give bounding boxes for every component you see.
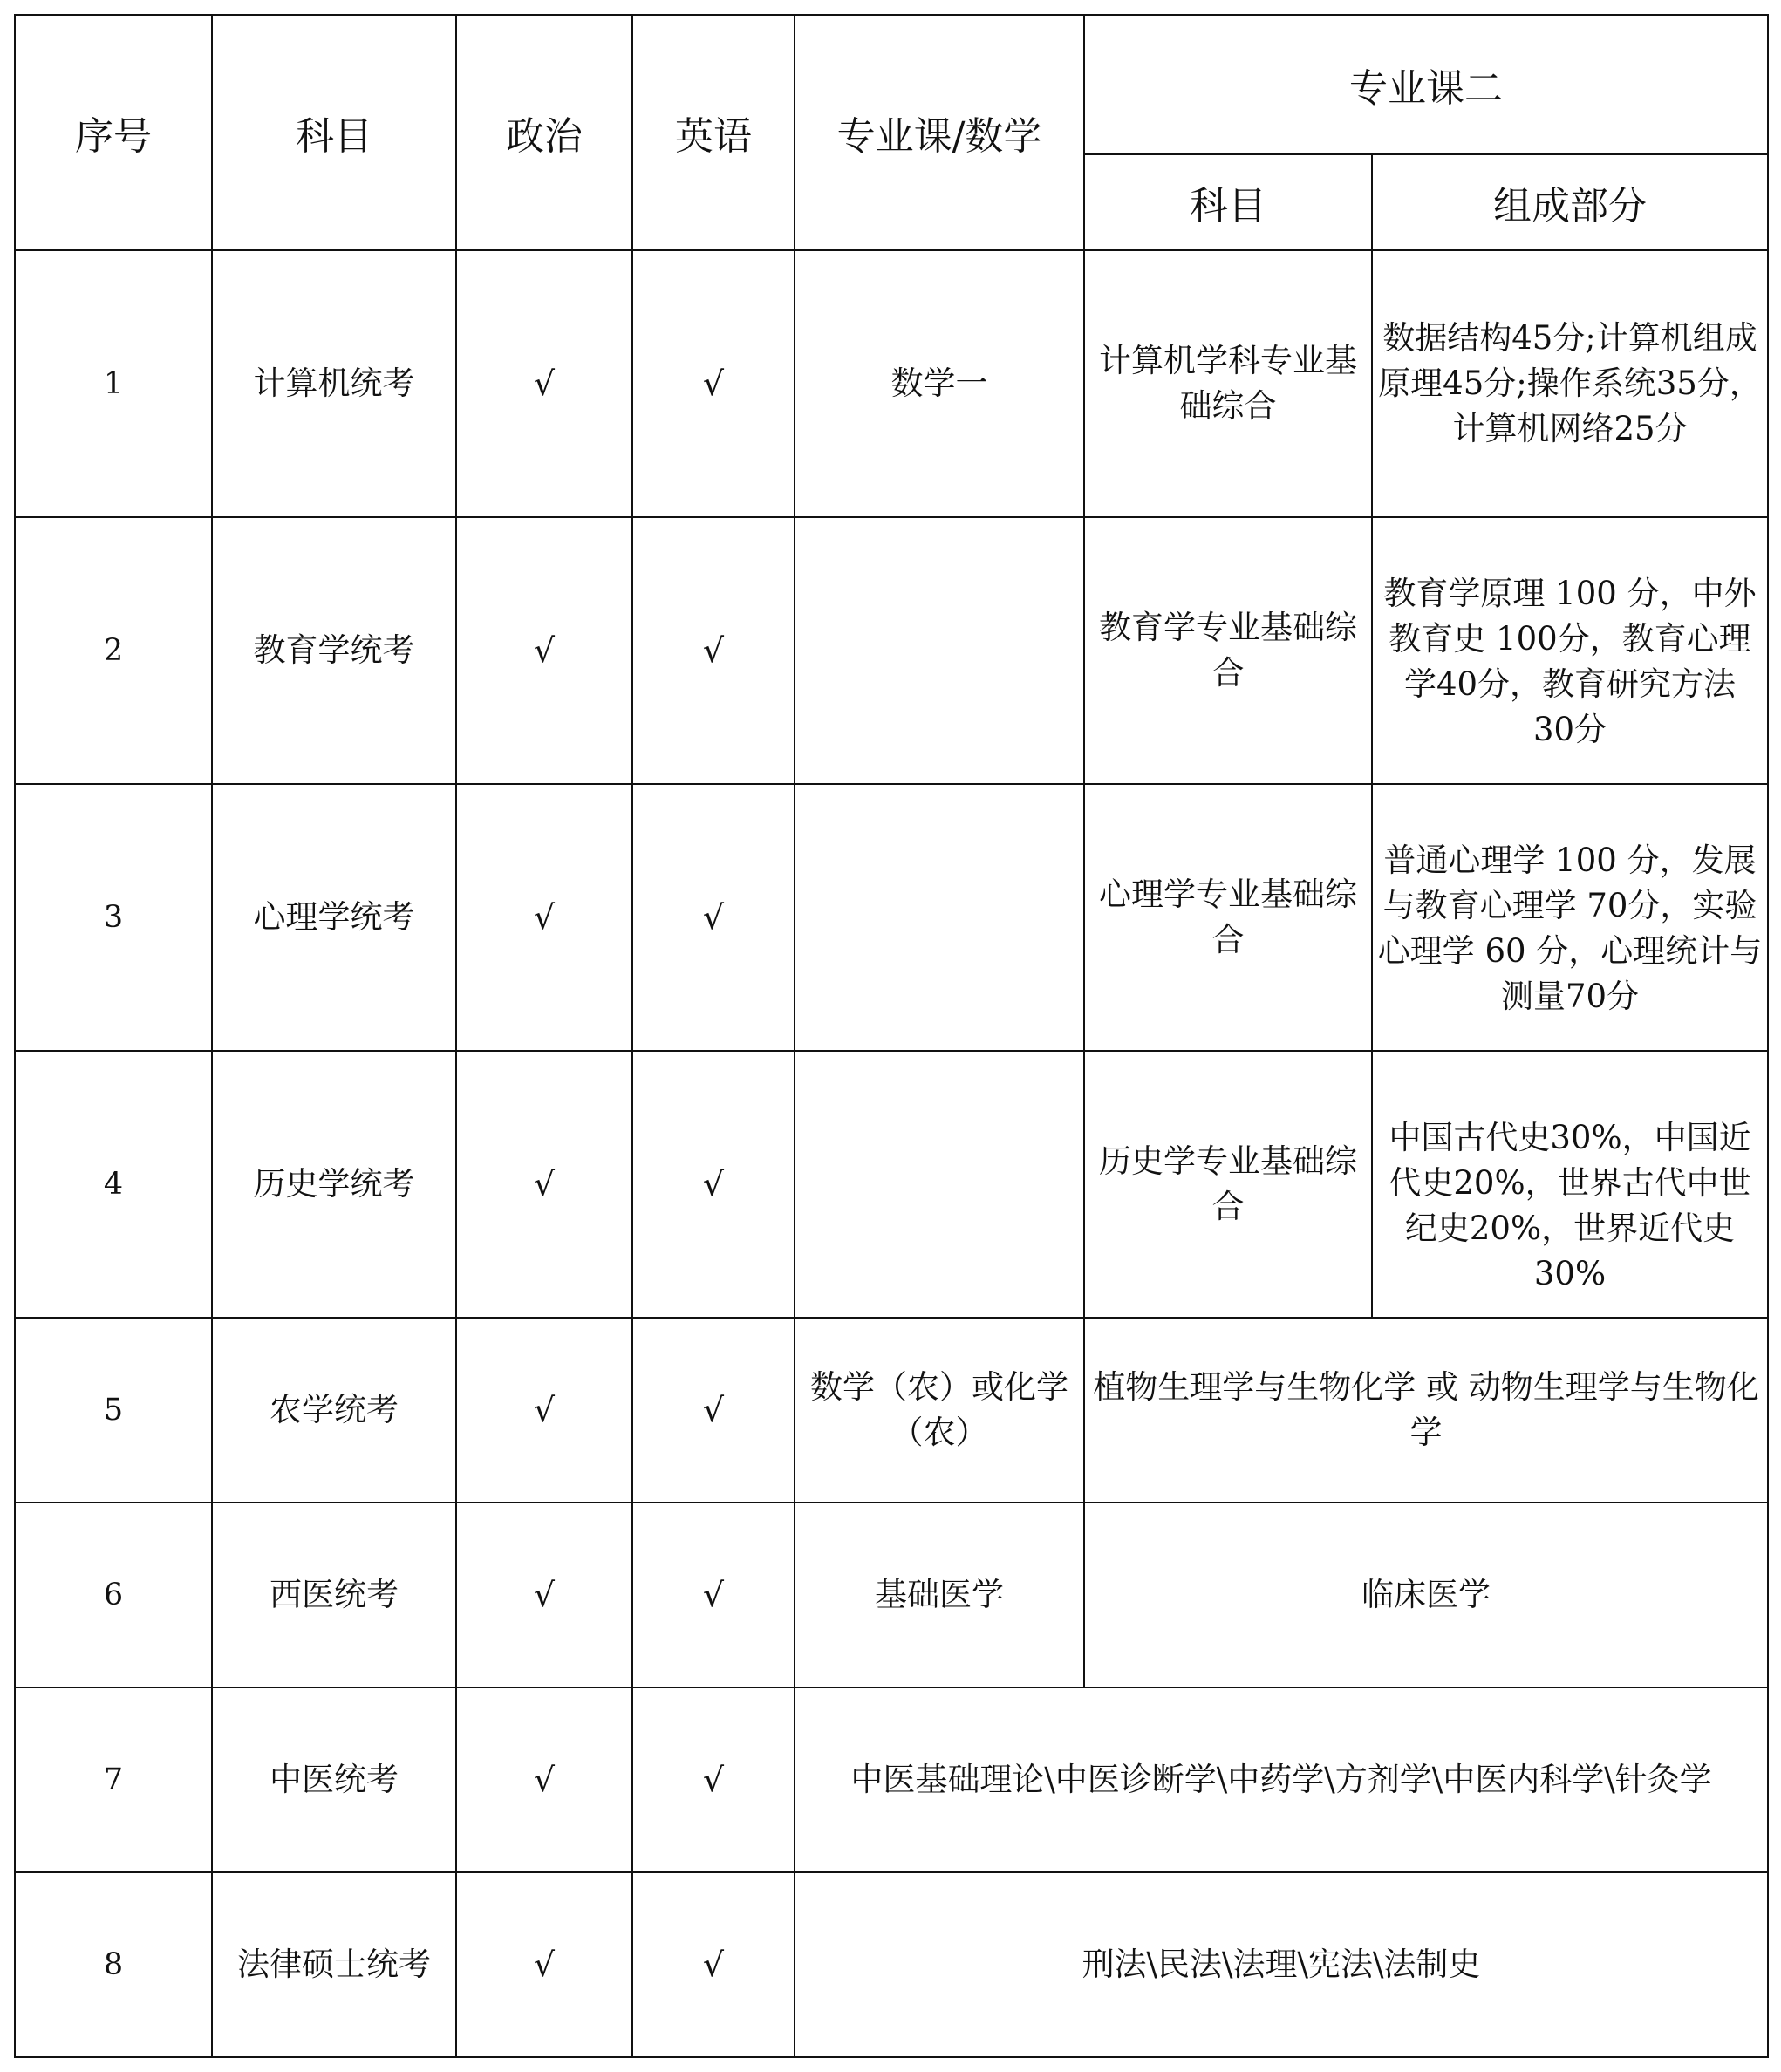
english-check: √ (632, 1051, 795, 1318)
english-check: √ (632, 250, 795, 517)
english-check: √ (632, 1503, 795, 1687)
row-major-math (795, 517, 1084, 784)
table-row (15, 1503, 1768, 1687)
row-components: 中国古代史30%，中国近代史20%，世界古代中世纪史20%，世界近代史 30% (1372, 1051, 1768, 1318)
table-row (15, 250, 1768, 517)
row-components: 普通心理学 100 分，发展与教育心理学 70分，实验心理学 60 分，心理统计与 测量70分 (1372, 784, 1768, 1051)
row-combined: 中医基础理论\中医诊断学\中药学\方剂学\中医内科学\针灸学 (795, 1687, 1768, 1872)
header-politics: 政治 (456, 15, 632, 250)
row-course-two: 临床医学 (1084, 1503, 1768, 1687)
header-seq: 序号 (15, 15, 212, 250)
politics-check: √ (456, 784, 632, 1051)
row-major-math: 数学（农）或化学（农） (795, 1318, 1084, 1503)
header-major-math: 专业课/数学 (795, 15, 1084, 250)
english-check: √ (632, 784, 795, 1051)
row-course-two-subject: 历史学专业基础综合 (1084, 1051, 1372, 1318)
exam-subjects-table (14, 14, 1769, 2058)
row-course-two-subject: 心理学专业基础综合 (1084, 784, 1372, 1051)
politics-check: √ (456, 1051, 632, 1318)
row-components: 教育学原理 100 分，中外教育史 100分，教育心理学40分，教育研究方法 30分 (1372, 517, 1768, 784)
row-components: 数据结构45分;计算机组成原理45分;操作系统35分，计算机网络25分 (1372, 250, 1768, 517)
header-sub-subject: 科目 (1084, 154, 1372, 250)
english-check: √ (632, 1872, 795, 2057)
politics-check: √ (456, 517, 632, 784)
row-course-two-subject: 教育学专业基础综合 (1084, 517, 1372, 784)
row-subject: 中医统考 (212, 1687, 456, 1872)
politics-check: √ (456, 1872, 632, 2057)
table-row (15, 1318, 1768, 1503)
row-major-math: 基础医学 (795, 1503, 1084, 1687)
row-subject: 西医统考 (212, 1503, 456, 1687)
table-row (15, 1051, 1768, 1318)
row-seq: 1 (15, 250, 212, 517)
row-major-math: 数学一 (795, 250, 1084, 517)
english-check: √ (632, 1318, 795, 1503)
table-row (15, 784, 1768, 1051)
row-subject: 教育学统考 (212, 517, 456, 784)
row-seq: 8 (15, 1872, 212, 2057)
row-combined: 刑法\民法\法理\宪法\法制史 (795, 1872, 1768, 2057)
row-subject: 法律硕士统考 (212, 1872, 456, 2057)
row-major-math (795, 784, 1084, 1051)
english-check: √ (632, 1687, 795, 1872)
politics-check: √ (456, 1318, 632, 1503)
row-subject: 心理学统考 (212, 784, 456, 1051)
row-major-math (795, 1051, 1084, 1318)
table-row (15, 1872, 1768, 2057)
english-check: √ (632, 517, 795, 784)
table-row (15, 1687, 1768, 1872)
row-subject: 农学统考 (212, 1318, 456, 1503)
row-course-two-subject: 计算机学科专业基础综合 (1084, 250, 1372, 517)
header-english: 英语 (632, 15, 795, 250)
row-seq: 3 (15, 784, 212, 1051)
politics-check: √ (456, 250, 632, 517)
row-seq: 2 (15, 517, 212, 784)
politics-check: √ (456, 1503, 632, 1687)
row-seq: 6 (15, 1503, 212, 1687)
row-subject: 计算机统考 (212, 250, 456, 517)
row-subject: 历史学统考 (212, 1051, 456, 1318)
politics-check: √ (456, 1687, 632, 1872)
table-row (15, 517, 1768, 784)
row-seq: 5 (15, 1318, 212, 1503)
row-seq: 7 (15, 1687, 212, 1872)
header-sub-components: 组成部分 (1372, 154, 1768, 250)
header-subject: 科目 (212, 15, 456, 250)
header-major-two: 专业课二 (1084, 15, 1768, 154)
row-seq: 4 (15, 1051, 212, 1318)
row-course-two: 植物生理学与生物化学 或 动物生理学与生物化学 (1084, 1318, 1768, 1503)
